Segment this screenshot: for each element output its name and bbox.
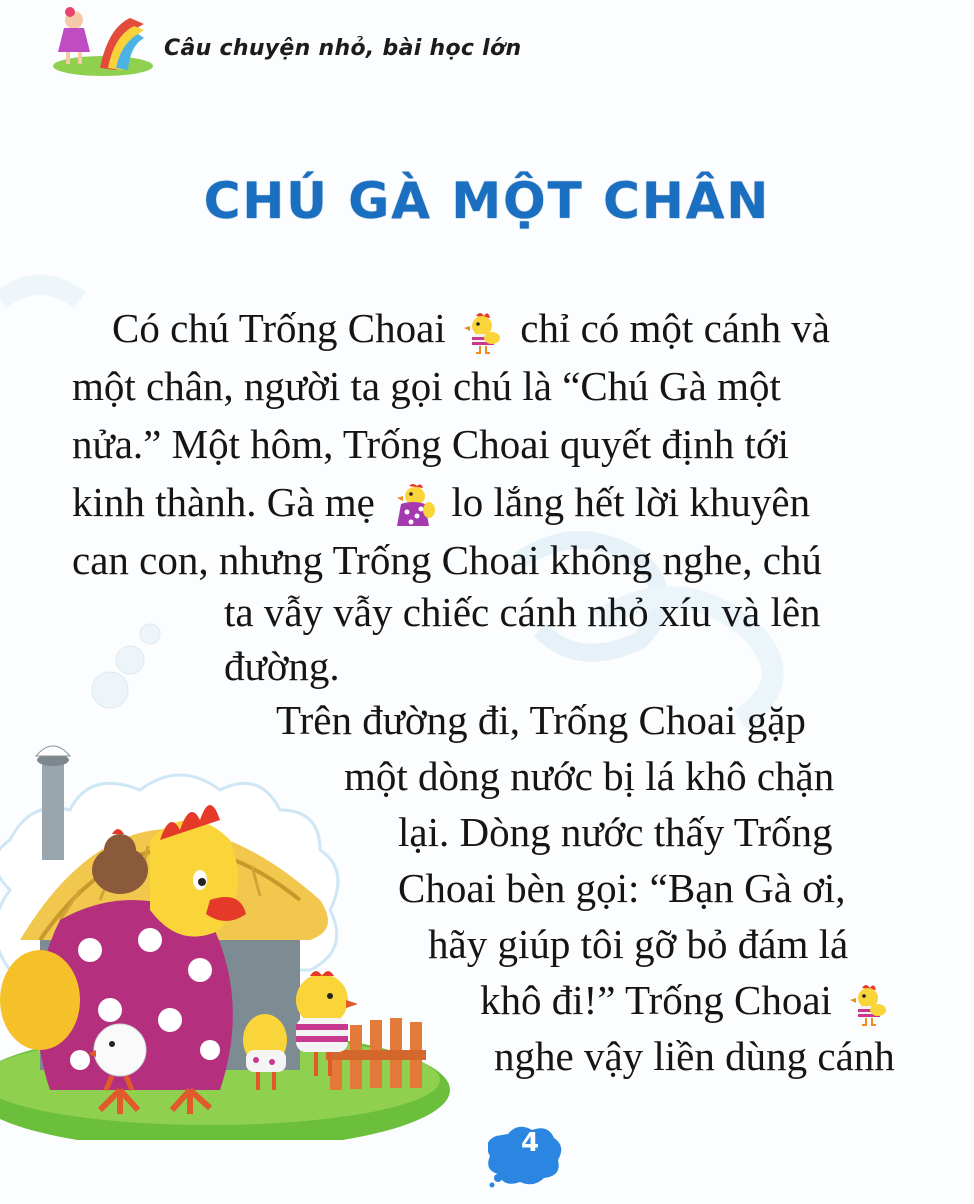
story-line: hãy giúp tôi gỡ bỏ đám lá — [428, 921, 849, 967]
story-line: ta vẫy vẫy chiếc cánh nhỏ xíu và lên — [224, 589, 821, 635]
story-line: một chân, người ta gọi chú là “Chú Gà một — [72, 363, 781, 409]
story-line: khô đi!” Trống Choai — [480, 972, 896, 1028]
story-line: nghe vậy liền dùng cánh — [494, 1033, 895, 1079]
story-line: đường. — [224, 643, 340, 689]
story-line: can con, nhưng Trống Choai không nghe, chú — [72, 537, 822, 583]
rooster-chick-icon — [462, 310, 504, 356]
story-line: nửa.” Một hôm, Trống Choai quyết định tới — [72, 421, 789, 467]
page-number-badge — [488, 1124, 564, 1188]
story-line: Trên đường đi, Trống Choai gặp — [276, 697, 806, 743]
story-line: kinh thành. Gà mẹ lo lắng hết lời khuyên — [72, 474, 810, 530]
story-line: một dòng nước bị lá khô chặn — [344, 753, 835, 799]
story-title: CHÚ GÀ MỘT CHÂN — [203, 172, 771, 230]
story-line: Có chú Trống Choai chỉ có một cánh và — [112, 300, 830, 356]
series-title: Câu chuyện nhỏ, bài học lớn — [164, 36, 522, 61]
mother-hen-icon — [391, 482, 435, 532]
rooster-chick-icon — [848, 982, 890, 1028]
page-number: 4 — [520, 1128, 540, 1158]
girl-and-rainbow-logo-icon — [48, 6, 154, 78]
story-line: lại. Dòng nước thấy Trống — [398, 809, 833, 855]
story-line: Choai bèn gọi: “Bạn Gà ơi, — [398, 865, 846, 911]
hen-family-illustration-icon — [0, 620, 450, 1140]
